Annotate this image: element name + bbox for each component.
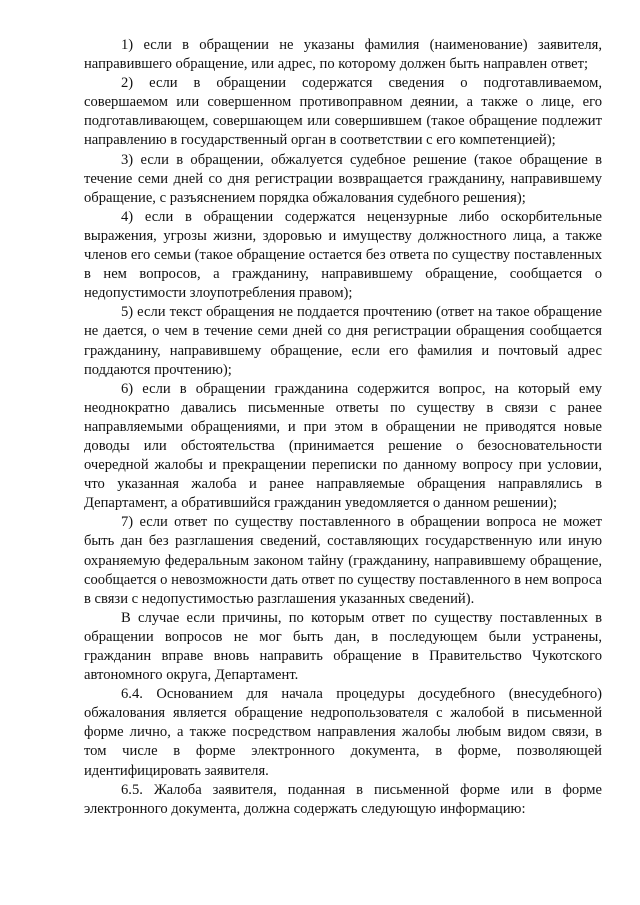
paragraph-if-causes-removed: В случае если причины, по которым ответ по существу поставленных в обращении вопросов не мог быть дан, в последующем были устранены, гражданин вправе вновь направить обращение в Правительство Чукотского автономного округа, Департамент. (84, 609, 602, 684)
paragraph-item-5: 5) если текст обращения не поддается прочтению (ответ на такое обращение не дается, о чем в течение семи дней со дня регистрации обращения сообщается гражданину, направившему обращение, если его фамилия и почтовый адрес поддаются прочтению); (84, 304, 602, 378)
paragraph-item-2: 2) если в обращении содержатся сведения о подготавливаемом, совершаемом или совершенном противоправном деянии, а также о лице, его подготавливающем, совершающем или совершившем (такое обращение подлежит направлению в государственный орган в соответствии с его компетенцией); (84, 75, 602, 149)
paragraph-item-3: 3) если в обращении, обжалуется судебное решение (такое обращение в течение семи дней со дня регистрации возвращается гражданину, направившему обращение, с разъяснением порядка обжалования судебного решения); (84, 151, 602, 206)
paragraph-item-1: 1) если в обращении не указаны фамилия (наименование) заявителя, направившего обращение, или адрес, по которому должен быть направлен ответ; (84, 37, 602, 73)
paragraph-section-6-4: 6.4. Основанием для начала процедуры досудебного (внесудебного) обжалования является обращение недропользователя с жалобой в письменной форме лично, а также посредством направления жалобы любым видом связи, в том числе в форме электронного документа, в форме, позволяющей идентифицировать заявителя. (84, 686, 602, 779)
document-page (84, 36, 602, 819)
paragraph-item-7: 7) если ответ по существу поставленного в обращении вопроса не может быть дан без разглашения сведений, составляющих государственную или иную охраняемую федеральным законом тайну (гражданину, направившему обращение, сообщается о невозможности дать ответ по существу поставленного в нем вопроса в связи с недопустимостью разглашения указанных сведений). (84, 514, 602, 607)
paragraph-section-6-5: 6.5. Жалоба заявителя, поданная в письменной форме или в форме электронного документа, должна содержать следующую информацию: (84, 781, 602, 817)
paragraph-item-6: 6) если в обращении гражданина содержится вопрос, на который ему неоднократно давались письменные ответы по существу в связи с ранее направляемыми обращениями, и при этом в обращении не приводятся новые доводы или обстоятельства (принимается решение о безосновательности очередной жалобы и прекращении переписки по данному вопросу при условии, что указанная жалоба и ранее направляемые обращения направлялись в Департамент, а обратившийся гражданин уведомляется о данном решении); (84, 380, 602, 512)
paragraph-item-4: 4) если в обращении содержатся нецензурные либо оскорбительные выражения, угрозы жизни, здоровью и имуществу должностного лица, а также членов его семьи (такое обращение остается без ответа по существу поставленных в нем вопросов, а гражданину, направившему обращение, сообщается о недопустимости злоупотребления правом); (84, 208, 602, 302)
